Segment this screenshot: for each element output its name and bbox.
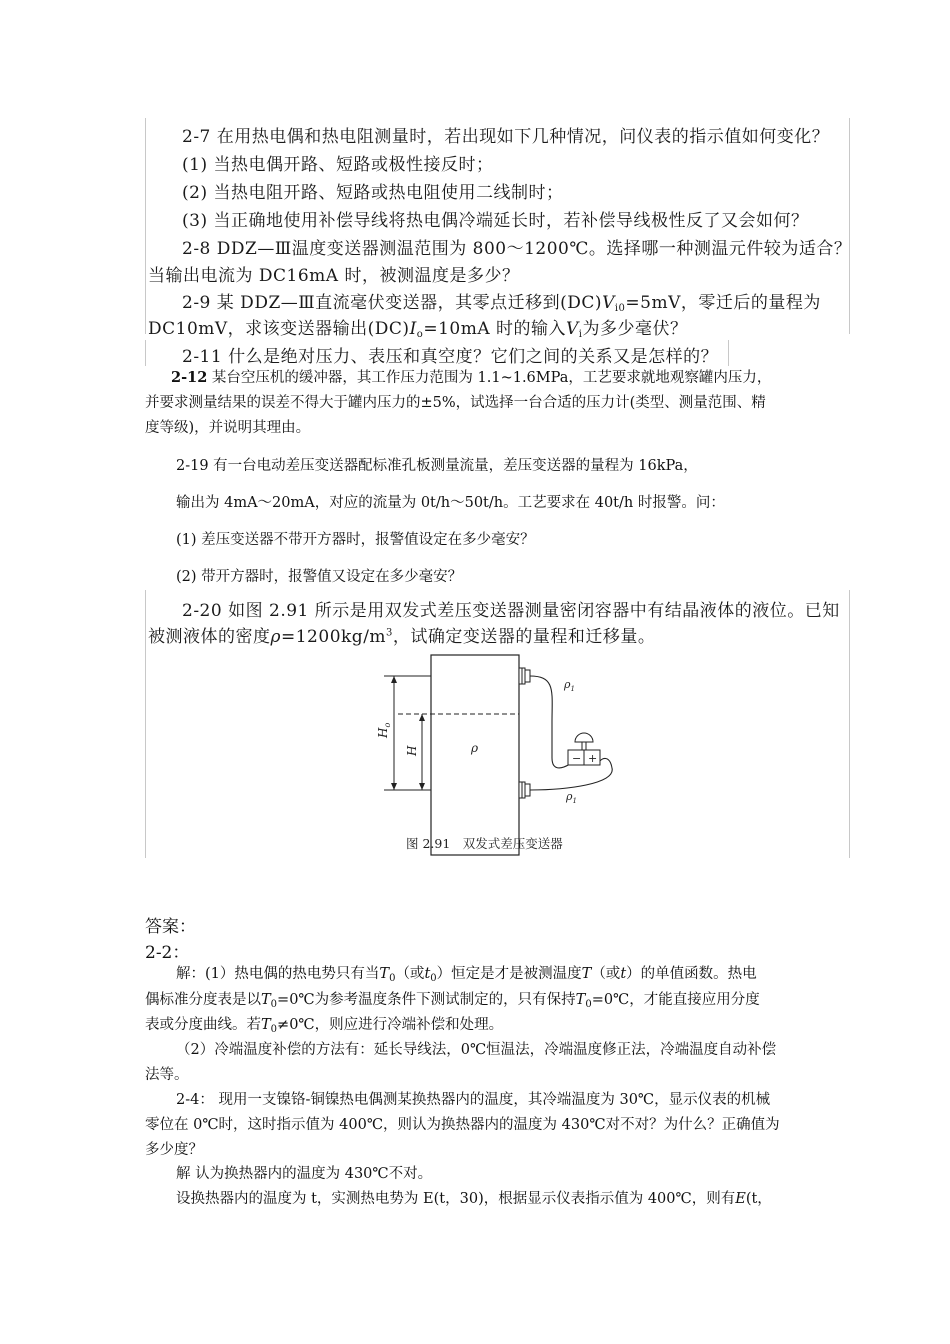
a-p2-a: 偶标准分度表是以 <box>145 992 261 1008</box>
answer-2-2-line-2 <box>145 990 760 1015</box>
q2-19-item-1: (1) 差压变送器不带开方器时，报警值设定在多少毫安？ <box>176 532 535 548</box>
q2-9-line-1 <box>182 288 821 314</box>
a-p1-ts: 0 <box>430 973 437 984</box>
q2-7-line: 2-7 在用热电偶和热电阻测量时，若出现如下几种情况，问仪表的指示值如何变化？ <box>182 127 830 147</box>
q2-12-text-1: 某台空压机的缓冲器，其工作压力范围为 1.1~1.6MPa，工艺要求就地观察罐内压力， <box>211 370 772 386</box>
a-p10-E: E <box>735 1191 746 1207</box>
q2-8-line-1: 2-8 DDZ—Ⅲ温度变送器测温范围为 800～1200℃。选择哪一种测温元件较为适合？ <box>182 239 852 259</box>
q2-20-sup: 3 <box>386 627 393 639</box>
q2-9-var-i: I <box>409 319 417 339</box>
answer-2-4-line-1: 2-4： 现用一支镍铬-铜镍热电偶测某换热器内的温度，其冷端温度为 30℃，显示仪表的机械 <box>176 1092 771 1108</box>
q2-20-rho: ρ <box>270 627 281 647</box>
q2-8-line-2: 当输出电流为 DC16mA 时，被测温度是多少？ <box>148 266 520 286</box>
a-p1-T2: T <box>581 966 592 982</box>
q2-12-number: 2-12 <box>171 369 208 386</box>
q2-9-sub-o: o <box>416 329 424 340</box>
a-p1-e: ）的单值函数。热电 <box>626 966 757 982</box>
q2-9-text-a: 2-9 某 DDZ—Ⅲ直流毫伏变送器，其零点迁移到(DC) <box>182 293 603 313</box>
a-p10-a: 设换热器内的温度为 t，实测热电势为 E(t，30)，根据显示仪表指示值为 400℃，则有 <box>176 1191 736 1207</box>
q2-9-var-vi: V <box>566 319 579 339</box>
scanned-question-box-3 <box>145 590 850 858</box>
a-p3-T: T <box>261 1017 271 1033</box>
a-p2-c: =0℃，才能直接应用分度 <box>591 992 760 1008</box>
a-p1-d: （或 <box>591 966 621 982</box>
h0-arrow-top <box>391 676 397 683</box>
answer-2-4-line-4: 解 认为换热器内的温度为 430℃不对。 <box>176 1166 433 1182</box>
upper-flange-outer <box>525 670 530 682</box>
q2-19-line-1: 2-19 有一台电动差压变送器配标准孔板测量流量，差压变送器的量程为 16kPa， <box>176 458 698 474</box>
a-p1-t: t <box>424 966 431 982</box>
label-rho1-lower: $\rho_1$ <box>566 790 577 805</box>
a-p1-a: 解：(1）热电偶的热电势只有当 <box>176 966 380 982</box>
transmitter-minus: − <box>572 752 582 765</box>
transmitter-head <box>575 733 593 742</box>
answer-2-2-line-1 <box>176 964 757 989</box>
h0-arrow-bottom <box>391 783 397 790</box>
q2-12-line-1 <box>171 368 771 388</box>
q2-20-text-c: ，试确定变送器的量程和迁移量。 <box>392 627 656 647</box>
a-p10-b: (t， <box>745 1191 772 1207</box>
q2-19-item-2: (2) 带开方器时，报警值又设定在多少毫安？ <box>176 569 463 585</box>
a-p2-T2: T <box>575 992 586 1008</box>
q2-9-text-c: DC10mV，求该变送器输出(DC) <box>148 319 410 339</box>
q2-11-line: 2-11 什么是绝对压力、表压和真空度？它们之间的关系又是怎样的？ <box>182 347 719 367</box>
q2-9-sub-i0: i0 <box>614 303 626 314</box>
answer-2-2-line-4: （2）冷端温度补偿的方法有：延长导线法，0℃恒温法，冷端温度修正法，冷端温度自动补偿 <box>176 1042 777 1058</box>
label-h0: $H_o$ <box>376 722 392 738</box>
a-p1-T: T <box>379 966 390 982</box>
h-arrow-bottom <box>419 783 425 790</box>
q2-9-line-2 <box>148 314 688 340</box>
a-p1-Ts: 0 <box>389 973 396 984</box>
scanned-question-box-2 <box>145 340 729 366</box>
q2-9-text-d: =10mA 时的输入 <box>423 319 567 339</box>
h-arrow-top <box>419 714 425 721</box>
a-p2-b: =0℃为参考温度条件下测试制定的，只有保持 <box>277 992 576 1008</box>
answer-2-2-heading: 2-2： <box>145 943 190 963</box>
a-p1-b: （或 <box>395 966 425 982</box>
answer-2-4-line-2: 零位在 0℃时，这时指示值为 400℃，则认为换热器内的温度为 430℃对不对？为什么？正确值为 <box>145 1117 780 1133</box>
q2-9-text-b: =5mV，零迁后的量程为 <box>625 293 821 313</box>
q2-7-item-3: (3) 当正确地使用补偿导线将热电偶冷端延长时，若补偿导线极性反了又会如何？ <box>182 211 809 231</box>
q2-12-line-2: 并要求测量结果的误差不得大于罐内压力的±5%，试选择一台合适的压力计(类型、测量范围、精 <box>145 395 766 411</box>
figure-2-91-diagram <box>356 652 626 858</box>
label-h: H <box>405 745 419 756</box>
q2-19-line-2: 输出为 4mA～20mA，对应的流量为 0t/h～50t/h。工艺要求在 40t/h 时报警。问： <box>176 495 725 511</box>
answer-2-4-line-5 <box>176 1189 772 1209</box>
a-p1-c: ）恒定是才是被测温度 <box>436 966 582 982</box>
vessel-body <box>431 655 519 855</box>
a-p2-Ts: 0 <box>270 999 278 1010</box>
q2-20-text-b: =1200kg/m <box>281 627 387 647</box>
q2-9-var-v: V <box>602 293 615 313</box>
a-p3-b: ≠0℃，则应进行冷端补偿和处理。 <box>277 1017 504 1033</box>
label-rho1-upper: $\rho_1$ <box>564 678 575 693</box>
q2-12-line-3: 度等级)，并说明其理由。 <box>145 420 311 436</box>
q2-20-line-1: 2-20 如图 2.91 所示是用双发式差压变送器测量密闭容器中有结晶液体的液位。已知 <box>182 601 840 621</box>
q2-9-text-e: 为多少毫伏？ <box>582 319 688 339</box>
scanned-question-box-1 <box>145 118 852 340</box>
a-p2-T2s: 0 <box>585 999 592 1010</box>
figure-caption: 图 2.91 双发式差压变送器 <box>406 836 563 851</box>
answer-2-4-line-3: 多少度？ <box>145 1142 203 1158</box>
q2-20-text-a: 被测液体的密度 <box>148 627 271 647</box>
q2-9-sub-i: i <box>578 329 583 340</box>
answer-2-2-line-3 <box>145 1015 503 1040</box>
q2-7-item-1: (1) 当热电偶开路、短路或极性接反时； <box>182 155 494 175</box>
transmitter-plus: + <box>588 752 598 765</box>
lower-flange-outer <box>525 784 530 796</box>
answer-2-2-line-5: 法等。 <box>145 1067 189 1083</box>
a-p2-T: T <box>261 992 271 1008</box>
a-p3-a: 表或分度曲线。若 <box>145 1017 261 1033</box>
q2-20-line-2 <box>148 622 655 647</box>
transmitter-neck <box>582 742 586 750</box>
label-rho: ρ <box>471 741 479 755</box>
a-p1-t2: t <box>620 966 627 982</box>
q2-7-item-2: (2) 当热电阻开路、短路或热电阻使用二线制时； <box>182 183 564 203</box>
a-p3-Ts: 0 <box>270 1024 278 1035</box>
answer-heading: 答案： <box>145 917 196 937</box>
